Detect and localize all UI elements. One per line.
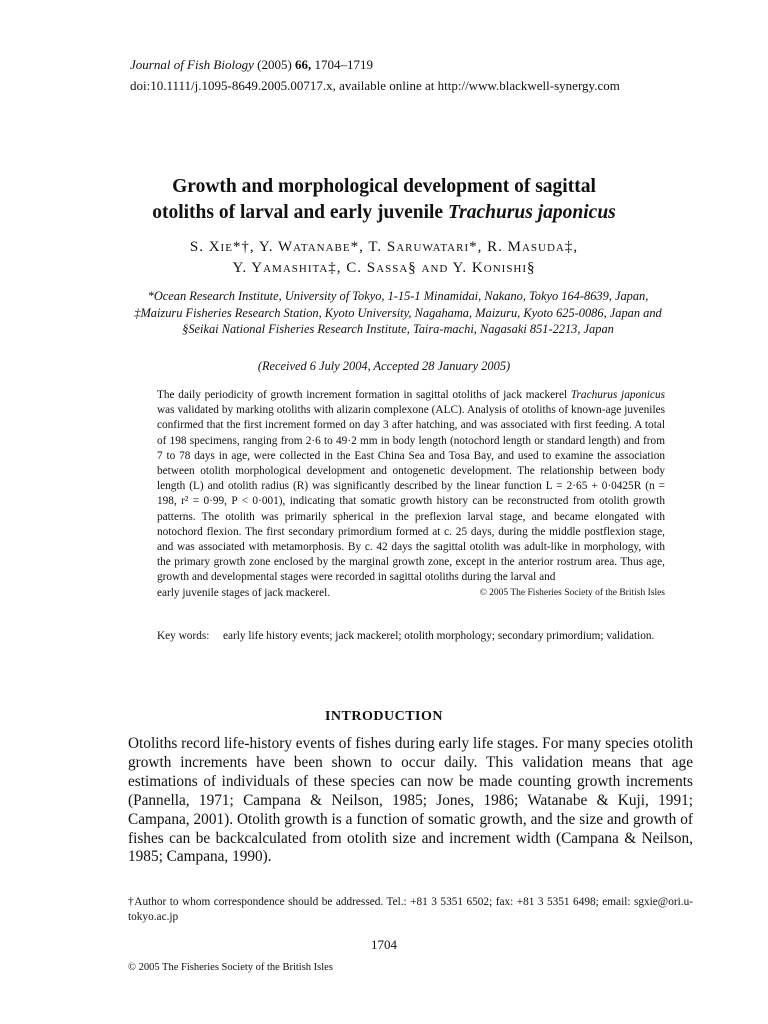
journal-name: Journal of Fish Biology xyxy=(130,57,254,72)
keywords-row xyxy=(157,629,665,644)
doi-line[interactable]: doi:10.1111/j.1095-8649.2005.00717.x, available online at http://www.blackwell-synergy.com xyxy=(130,78,620,93)
abstract-last-line xyxy=(157,586,665,601)
abstract-body xyxy=(157,388,665,586)
title-line-2-text: otoliths of larval and early juvenile xyxy=(152,202,448,223)
title-line-2 xyxy=(0,200,768,226)
abstract-text-3: early juvenile stages of jack mackerel. xyxy=(157,586,331,599)
abstract-text-1: The daily periodicity of growth increment formation in sagittal otoliths of jack mackerel xyxy=(157,389,568,401)
citation-line xyxy=(130,54,730,75)
received-dates: (Received 6 July 2004, Accepted 28 January 2005) xyxy=(257,359,511,373)
keywords-label: Key words: xyxy=(157,630,210,642)
author-list xyxy=(0,237,768,279)
correspondence-footnote: †Author to whom correspondence should be addressed. Tel.: +81 3 5351 6502; fax: +81 3 5351 6498; email: sgxie@ori.u-tokyo.ac.jp xyxy=(128,896,693,923)
page-number: 1704 xyxy=(371,937,397,952)
abstract-copyright: © 2005 The Fisheries Society of the British Isles xyxy=(479,587,665,598)
footer-copyright: © 2005 The Fisheries Society of the British Isles xyxy=(128,962,333,973)
journal-year: (2005) xyxy=(257,57,292,72)
article-title xyxy=(0,174,768,226)
abstract-text-2: was validated by marking otoliths with alizarin complexone (ALC). Analysis of otoliths of known-age juveniles confirmed that the first increment formed on day 3 after hatching, and was associated with first feeding. A total of 198 specimens, ranging from 2·6 to 49·2 mm in body length (notochord length or standard length) and from 7 to 78 days in age, were collected in the East China Sea and Tosa Bay, and used to examine the association between otolith morphological development and ontogenetic development. The relationship between body length (L) and otolith radius (R) was significantly described by the linear function L = 2·65 + 0·0425R (n = 198, r² = 0·99, P < 0·001), indicating that somatic growth history can be reconstructed from otolith growth patterns. The otolith was primarily spherical in the preflexion larval stage, and became elongated with notochord flexion. The first secondary primordium formed at c. 25 days, during the middle postflexion stage, and was associated with metamorphosis. By c. 42 days the sagittal otolith was adult-like in morphology, with the primary growth zone enclosed by the marginal growth zone, except in the anterior rostrum area. Thus age, growth and developmental stages were recorded in sagittal otoliths during the larval and xyxy=(157,404,665,584)
journal-pages: 1704–1719 xyxy=(314,57,374,72)
introduction-body xyxy=(128,735,693,867)
keywords xyxy=(157,629,665,644)
affiliations: *Ocean Research Institute, University of Tokyo, 1-15-1 Minamidai, Nakano, Tokyo 164-8639, Japan, ‡Maizuru Fisheries Research Station, Kyoto University, Nagahama, Maizuru, Kyoto 625-0086, Japan and §Seikai National Fisheries Research Institute, Taira-machi, Nagasaki 851-2213, Japan xyxy=(134,289,662,336)
title-species: Trachurus japonicus xyxy=(447,202,616,223)
keywords-text: early life history events; jack mackerel; otolith morphology; secondary primordium; validation. xyxy=(223,630,655,642)
title-line-1: Growth and morphological development of sagittal xyxy=(172,176,596,197)
section-heading: INTRODUCTION xyxy=(324,709,443,724)
author-line-1: S. Xie*†, Y. Watanabe*, T. Saruwatari*, R. Masuda‡, xyxy=(189,239,579,255)
abstract xyxy=(157,388,665,601)
abstract-species: Trachurus japonicus xyxy=(570,389,665,401)
introduction-paragraph: Otoliths record life-history events of fishes during early life stages. For many species otolith growth increments have been shown to occur daily. This validation means that age estimations of individuals of these species can now be made counting growth increments (Pannella, 1971; Campana & Neilson, 1985; Jones, 1986; Watanabe & Kuji, 1991; Campana, 2001). Otolith growth is a function of somatic growth, and the size and growth of fishes can be backcalculated from otolith size and increment width (Campana & Neilson, 1985; Campana, 1990). xyxy=(128,735,694,866)
journal-volume: 66, xyxy=(295,57,312,72)
journal-header xyxy=(130,54,730,96)
author-line-2: Y. Yamashita‡, C. Sassa§ and Y. Konishi§ xyxy=(232,260,536,276)
